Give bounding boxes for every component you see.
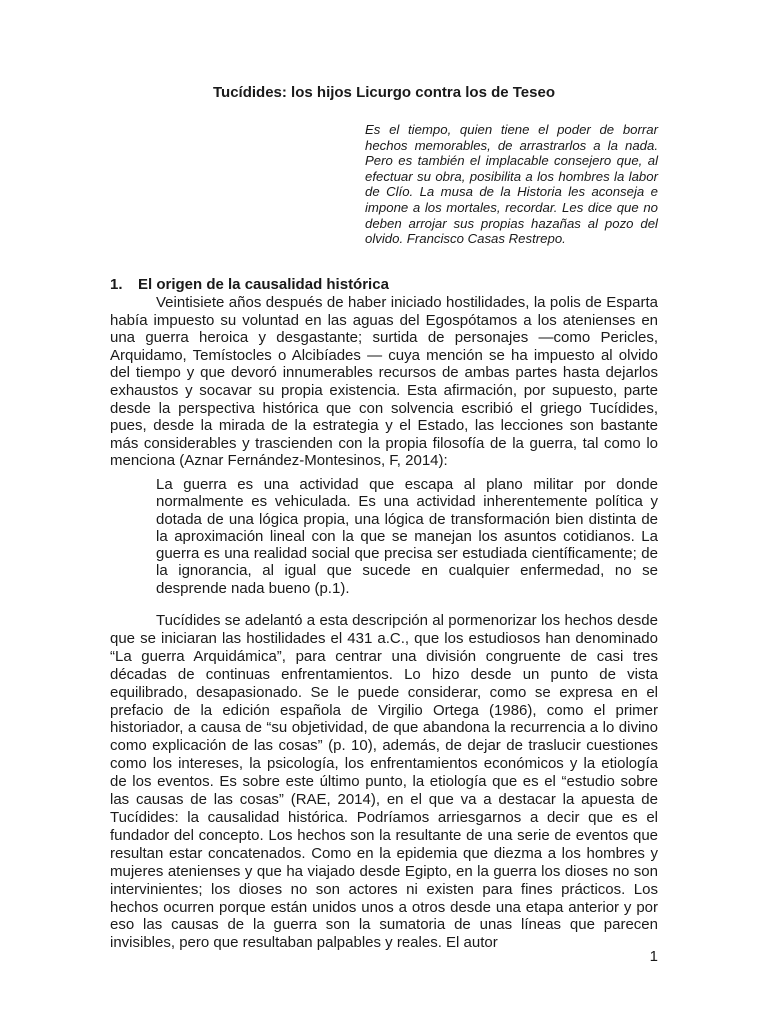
document-title: Tucídides: los hijos Licurgo contra los de Teseo bbox=[213, 84, 555, 101]
section-heading bbox=[110, 276, 658, 294]
epigraph: Es el tiempo, quien tiene el poder de borrar hechos memorables, de arrastrarlos a la nada. Pero es también el implacable consejero que, al efectuar su obra, posibilita a los hombres la labor de Clío. La musa de la Historia les aconseja e impone a los mortales, recordar. Les dice que no deben arrojar sus propias hazañas al pozo del olvido. Francisco Casas Restrepo. bbox=[365, 122, 658, 247]
page-number: 1 bbox=[649, 948, 658, 965]
block-quote: La guerra es una actividad que escapa al plano militar por donde normalmente es vehiculada. Es una actividad inherentemente política y dotada de una lógica propia, una lógica de transformación bien distinta de la aproximación lineal con la que se manejan los asuntos cotidianos. La guerra es una realidad social que precisa ser estudiada científicamente; de la ignorancia, al igual que sucede en cualquier enfermedad, no se desprende nada bueno (p.1). bbox=[156, 476, 658, 597]
section-number: 1. bbox=[110, 276, 123, 293]
section-title: El origen de la causalidad histórica bbox=[138, 276, 389, 293]
body-paragraph-2: Tucídides se adelantó a esta descripción al pormenorizar los hechos desde que se iniciaran las hostilidades el 431 a.C., que los estudiosos han denominado “La guerra Arquidámica”, para centrar una división congruente de casi tres décadas de continuas enfrentamientos. Lo hizo desde un punto de vista equilibrado, desapasionado. Se le puede considerar, como se expresa en el prefacio de la edición española de Virgilio Ortega (1986), como el primer historiador, a causa de “su objetividad, de que abandona la recurrencia a lo divino como explicación de las cosas” (p. 10), además, de dejar de traslucir cuestiones como los intereses, la psicología, los enfrentamientos económicos y la etiología de los eventos. Es sobre este último punto, la etiología que es el “estudio sobre las causas de las cosas” (RAE, 2014), en el que va a destacar la apuesta de Tucídides: la causalidad histórica. Podríamos arriesgarnos a decir que es el fundador del concepto. Los hechos son la resultante de una serie de eventos que resultan estar concatenados. Como en la epidemia que diezma a los hombres y mujeres atenienses y que ha viajado desde Egipto, en la guerra los dioses no son intervinientes; los dioses no son actores ni existen para fines prácticos. Los hechos ocurren porque están unidos unos a otros desde una etapa anterior y por eso las causas de la guerra son la sumatoria de unas líneas que parecen invisibles, pero que resultaban palpables y reales. El autor bbox=[110, 612, 658, 952]
body-paragraph-1: Veintisiete años después de haber iniciado hostilidades, la polis de Esparta había impuesto su voluntad en las aguas del Egospótamos a los atenienses en una guerra heroica y desgastante; surtida de personajes —como Pericles, Arquidamo, Temístocles o Alcibíades — cuya mención se ha impuesto al olvido del tiempo y que devoró innumerables recursos de ambas partes hasta dejarlos exhaustos y socavar su propia existencia. Esta afirmación, por supuesto, parte desde la perspectiva histórica que con solvencia escribió el griego Tucídides, pues, desde la mirada de la estrategia y el Estado, las lecciones son bastante más considerables y trascienden con la propia filosofía de la guerra, tal como lo menciona (Aznar Fernández-Montesinos, F, 2014): bbox=[110, 294, 658, 470]
